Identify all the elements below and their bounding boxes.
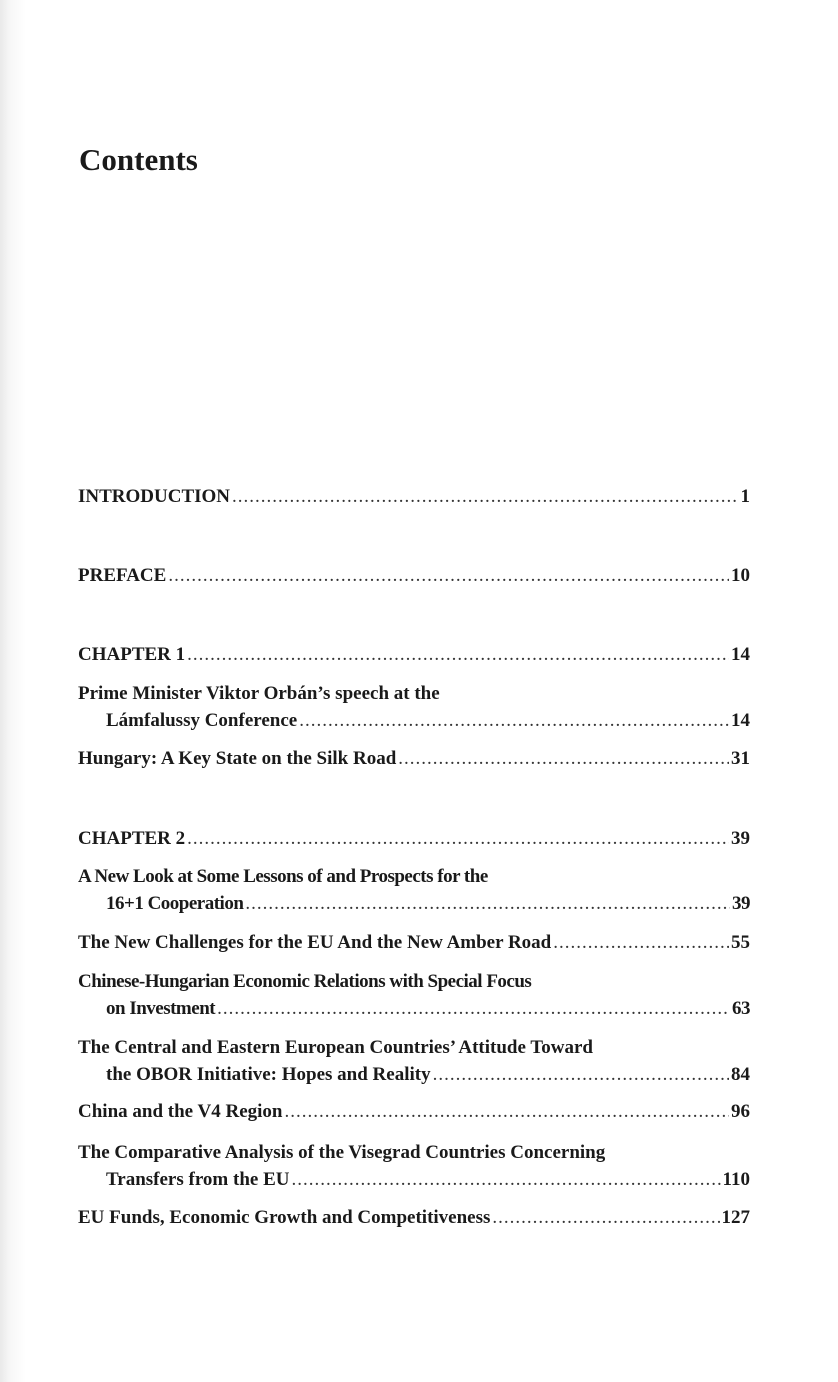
- toc-page-number: 39: [731, 828, 750, 849]
- toc-entry-title-continued: 16+1 Cooperation: [106, 893, 244, 914]
- dot-leader: [245, 890, 730, 917]
- toc-entry-title: The Central and Eastern European Countries’ Attitude Toward: [78, 1037, 593, 1058]
- toc-entry-title: Hungary: A Key State on the Silk Road: [78, 748, 397, 769]
- toc-page-number: 55: [731, 932, 750, 953]
- toc-page-number: 110: [722, 1169, 750, 1190]
- toc-entry-chapter-1[interactable]: [78, 641, 750, 668]
- toc-entry-title: The Comparative Analysis of the Visegrad Countries Concerning: [78, 1142, 606, 1163]
- toc-entry-title: INTRODUCTION: [78, 486, 231, 507]
- toc-entry-title: Chinese-Hungarian Economic Relations with Special Focus: [78, 971, 532, 992]
- toc-entry-title: Prime Minister Viktor Orbán’s speech at the: [78, 683, 440, 704]
- toc-page-number: 14: [731, 644, 750, 665]
- toc-entry-chinese-hungarian-relations[interactable]: [78, 968, 750, 1022]
- toc-entry-title: China and the V4 Region: [78, 1101, 283, 1122]
- toc-page-number: 31: [731, 748, 750, 769]
- toc-page-number: 1: [740, 486, 750, 507]
- toc-entry-obor-initiative[interactable]: [78, 1034, 750, 1088]
- toc-entry-title: EU Funds, Economic Growth and Competitiveness: [78, 1207, 491, 1228]
- dot-leader: [433, 1061, 729, 1088]
- toc-entry-title: A New Look at Some Lessons of and Prospects for the: [78, 866, 488, 887]
- toc-entry-title-continued: the OBOR Initiative: Hopes and Reality: [106, 1064, 431, 1085]
- dot-leader: [187, 641, 729, 668]
- toc-entry-preface[interactable]: [78, 562, 750, 589]
- toc-entry-title: PREFACE: [78, 565, 167, 586]
- toc-entry-hungary-silk-road[interactable]: [78, 745, 750, 772]
- dot-leader: [284, 1098, 729, 1125]
- dot-leader: [232, 483, 738, 510]
- dot-leader: [187, 825, 729, 852]
- toc-entry-title-continued: Transfers from the EU: [106, 1169, 290, 1190]
- toc-entry-eu-funds[interactable]: [78, 1204, 750, 1231]
- toc-page-number: 63: [732, 998, 750, 1019]
- toc-entry-introduction[interactable]: [78, 483, 750, 510]
- toc-entry-title: CHAPTER 2: [78, 828, 186, 849]
- toc-entry-title-continued: on Investment: [106, 998, 216, 1019]
- toc-entry-16-1-cooperation[interactable]: [78, 863, 750, 917]
- dot-leader: [217, 995, 730, 1022]
- dot-leader: [492, 1204, 719, 1231]
- toc-page-number: 10: [731, 565, 750, 586]
- toc-page-number: 14: [731, 710, 750, 731]
- dot-leader: [291, 1166, 720, 1193]
- toc-page-number: 84: [731, 1064, 750, 1085]
- dot-leader: [168, 562, 729, 589]
- toc-entry-title: The New Challenges for the EU And the New Amber Road: [78, 932, 552, 953]
- toc-entry-china-v4[interactable]: [78, 1098, 750, 1125]
- toc-entry-title: CHAPTER 1: [78, 644, 186, 665]
- toc-page-number: 39: [732, 893, 750, 914]
- dot-leader: [398, 745, 729, 772]
- toc-entry-chapter-2[interactable]: [78, 825, 750, 852]
- toc-entry-title-continued: Lámfalussy Conference: [106, 710, 298, 731]
- toc-page-number: 127: [721, 1207, 750, 1228]
- toc-entry-orban-speech[interactable]: [78, 680, 750, 734]
- page-title: Contents: [79, 142, 198, 177]
- toc-entry-amber-road[interactable]: [78, 929, 750, 956]
- dot-leader: [553, 929, 729, 956]
- toc-entry-visegrad-analysis[interactable]: [78, 1139, 750, 1193]
- toc-page-number: 96: [731, 1101, 750, 1122]
- dot-leader: [299, 707, 729, 734]
